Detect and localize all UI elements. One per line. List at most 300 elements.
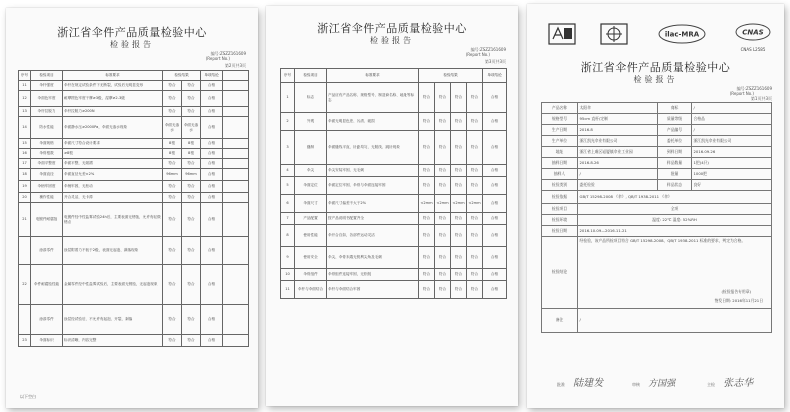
row-no: 6 [281,195,295,213]
row-no: 22 [19,265,31,305]
table-row [19,117,249,139]
row-requirement: 伞柄牢固，无松动 [63,181,163,193]
row-requirement: 金属零件经中性盐雾试验后，主要表面无锈蚀，无起泡现象 [63,265,163,305]
row-no: 18 [19,169,31,181]
report-number-en: (Report No.) [205,56,230,61]
signature-approve: 批准 陆建发 [557,378,604,389]
row-result-3: 符合 [451,177,467,195]
cal-logo [599,22,629,52]
row-requirement: 伞面缝线平直，针距均匀，无脱线、跳针现象 [327,131,419,165]
row-judgement: 合格 [201,159,223,169]
test-period-label: 检验日期 [542,226,578,237]
sampling-date-value: 2016.8.26 [578,158,658,169]
report-title: 检验报告 [633,75,678,84]
results-table [18,70,249,347]
row-no: 10 [281,269,295,281]
report-info-table [541,102,772,333]
row-result-2: <2mm [435,195,451,213]
row-remark [223,193,249,203]
row-result-2: 符合 [182,159,201,169]
row-result-1: 8根 [163,149,182,159]
table-row [281,113,507,131]
row-result-4: 符合 [467,165,483,177]
row-judgement: 合格 [201,305,223,335]
sampler-value: / [578,169,658,180]
conclusion-label: 检验结论 [542,237,578,309]
row-item: 伞杆强度 [31,81,63,91]
client-value: 浙江凯光伞业有限公司 [692,136,772,147]
row-remark [223,169,249,181]
items-value: 全项 [578,204,772,215]
row-item: 涂漆零件 [31,305,63,335]
page-count: 第3页共3页 [484,59,506,64]
table-row [281,225,507,247]
row-requirement: 伞面静水压≥2000Pa，伞面无渗水现象 [63,117,163,139]
table-row [19,81,249,91]
report-title: 检验报告 [370,36,414,45]
sampling-date-label: 抽样日期 [542,158,578,169]
address-label: 地址 [542,147,578,158]
row-result-3: 符合 [451,165,467,177]
manufacturer-label: 生产单位 [542,136,578,147]
row-no: 11 [19,81,31,91]
production-date-label: 生产日期 [542,125,578,136]
row-item: 防水性能 [31,117,63,139]
row-result-1: 符合 [163,237,182,265]
row-result-2: 96mm [182,169,201,181]
report-number: 编号:ZSZZ161609 [470,47,506,52]
row-result-2: 符合 [435,177,451,195]
row-result-1: 符合 [163,107,182,117]
row-requirement: 开合灵活，无卡滞 [63,193,163,203]
conclusion-text: 经检验，该产品所检项目符合 GB/T 15298-2008、QB/T 1938-2011 标准的要求，判定为合格。 [579,238,746,243]
report-title: 检验报告 [110,40,154,49]
row-result-4: 符合 [467,247,483,269]
row-result-1: 符合 [163,91,182,107]
row-requirement: 伞杆与伞面结合牢固 [327,281,419,299]
row-no: 2 [281,113,295,131]
row-item: 标志 [295,83,327,113]
row-result-4: 符合 [467,113,483,131]
row-judgement: 合格 [483,225,507,247]
row-judgement: 合格 [483,83,507,113]
grade-value: 合格品 [692,114,772,125]
row-item: 电镀件耐腐蚀 [31,203,63,237]
cnas-caption: CNAS L2585 [740,47,766,52]
row-requirement: 伞杆在规定试验条件下无断裂，试验后无明显变形 [63,81,163,91]
row-result-1: 伞面无渗水 [163,117,182,139]
row-judgement: 合格 [201,81,223,91]
svg-text:ilac-MRA: ilac-MRA [664,30,700,39]
sample-state-label: 样品状态 [658,180,692,191]
row-result-2: 符合 [435,131,451,165]
row-requirement: 按产品说明书配置齐全 [327,213,419,225]
row-result-3: 符合 [451,83,467,113]
row-item: 伞面标识 [31,335,63,347]
table-row [19,237,249,265]
row-item: 使用性能 [295,225,327,247]
row-item: 涂漆零件 [31,237,63,265]
row-no: 8 [281,225,295,247]
row-remark [223,237,249,265]
org-title: 浙江省伞件产品质量检验中心 [317,22,467,35]
report-number-en: (Report No.) [729,91,754,96]
row-result-2: 符合 [435,213,451,225]
batch-value: 1000把 [692,169,772,180]
table-row [19,335,249,347]
remark-value: / [578,309,772,333]
row-item: 操作性能 [31,193,63,203]
row-requirement: 伞尖安装牢固，无毛刺 [327,165,419,177]
row-judgement: 合格 [483,177,507,195]
row-item: 伞柄牢固度 [31,181,63,193]
row-remark [223,149,249,159]
address-value: 浙江省上虞区崧厦镇伞业工业园 [578,147,658,158]
row-result-2: 伞面无渗水 [182,117,201,139]
row-result-2: 符合 [182,181,201,193]
row-no: 23 [19,335,31,347]
row-judgement: 合格 [483,195,507,213]
table-row [281,165,507,177]
row-result-2: 符合 [182,91,201,107]
report-number-en: (Report No.) [465,52,490,57]
report-page-2 [6,8,258,408]
environment-value: 温度: 22℃ 湿度: 52%RH [578,215,772,226]
row-result-1: 符合 [163,265,182,305]
row-no: 16 [19,149,31,159]
row-judgement: 合格 [483,247,507,269]
row-item: 伞杆与伞面结合 [295,281,327,299]
table-row [281,247,507,269]
cnas-logo [733,22,773,52]
table-row [281,177,507,195]
header-result: 检验结果 [419,69,483,83]
row-judgement: 合格 [201,139,223,149]
row-result-2: 符合 [182,305,201,335]
row-result-2: 符合 [435,225,451,247]
row-item: 伞件耐腐蚀性能 [31,265,63,305]
manufacturer-value: 浙江凯光伞业有限公司 [578,136,658,147]
row-judgement: 合格 [483,269,507,281]
ilac-mra-logo [657,22,707,52]
header-requirement: 标准要求 [63,71,163,81]
row-item: 使用安全 [295,247,327,269]
row-result-4: 符合 [467,269,483,281]
table-row [19,91,249,107]
row-result-2: 符合 [182,203,201,237]
row-result-1: 符合 [419,225,435,247]
page-count: 第1页共3页 [750,96,772,101]
signature-tester: 主检 张志华 [707,378,754,389]
row-result-1: 符合 [419,177,435,195]
grade-label: 质量等级 [658,114,692,125]
row-no: 13 [19,107,31,117]
row-result-1: 符合 [163,81,182,91]
row-result-2: 8根 [182,139,201,149]
header-no: 序号 [281,69,295,83]
row-item: 伞面平整度 [31,159,63,169]
row-result-4: 符合 [467,281,483,299]
row-item: 伞面规格 [31,139,63,149]
row-requirement: 伞尖、伞骨末端无锐利尖角及毛刺 [327,247,419,269]
row-item: 伞杆拉脱力 [31,107,63,117]
sample-qty-label: 样品数量 [658,158,692,169]
standard-label: 检验依据 [542,191,578,204]
org-title: 浙江省伞件产品质量检验中心 [57,26,207,39]
row-result-1: 符合 [163,181,182,193]
cma-logo [547,22,577,52]
row-requirement: 伞面无明显色差、污渍、破损 [327,113,419,131]
row-judgement: 合格 [483,213,507,225]
accreditation-logos [537,22,777,52]
table-row [19,193,249,203]
standard-value: GB/T 15298-2008 《伞》, QB/T 1938-2011 《伞》 [578,191,772,204]
serial-value: / [692,125,772,136]
issue-date: 签发日期: 2016年11月21日 [714,297,763,303]
row-remark [223,107,249,117]
row-result-4: <2mm [467,195,483,213]
row-result-1: 符合 [419,269,435,281]
product-name-label: 产品名称 [542,103,578,114]
row-judgement: 合格 [201,335,223,347]
row-result-2: 符合 [435,165,451,177]
row-result-2: 符合 [182,107,201,117]
header-item: 检验项目 [295,69,327,83]
table-row [281,269,507,281]
header-judgement: 单项结论 [201,71,223,81]
trademark-label: 商标 [658,103,692,114]
row-judgement: 合格 [483,165,507,177]
row-result-1: 符合 [163,193,182,203]
row-no: 17 [19,159,31,169]
row-result-2: 符合 [182,193,201,203]
signature-review: 审核 方国强 [632,379,676,389]
table-row [281,131,507,165]
sample-state-value: 良好 [692,180,772,191]
row-judgement: 合格 [201,237,223,265]
row-result-3: 符合 [451,247,467,269]
header-no: 序号 [19,71,31,81]
table-row [19,107,249,117]
svg-text:CNAS: CNAS [742,28,764,37]
report-number: 编号:ZSZZ161609 [736,86,772,91]
table-row [281,195,507,213]
client-label: 委托单位 [658,136,692,147]
product-name-value: 太阳伞 [578,103,658,114]
sample-qty-value: 1把(4只) [692,158,772,169]
row-remark [223,335,249,347]
row-judgement: 合格 [483,113,507,131]
table-row [19,181,249,193]
row-item: 伞面直径 [31,169,63,181]
items-label: 检验项目 [542,204,578,215]
row-result-1: 符合 [419,213,435,225]
row-remark [223,139,249,149]
row-item: 伞面尺寸 [295,195,327,213]
row-requirement: 伞面直径允差±2% [63,169,163,181]
header-judgement: 单项结论 [483,69,507,83]
received-date-value: 2016.09.26 [692,147,772,158]
trademark-value: / [692,103,772,114]
row-no: 7 [281,213,295,225]
row-item: 伞骨组件 [295,269,327,281]
row-judgement: 合格 [201,107,223,117]
row-no: 1 [281,83,295,113]
row-no [19,237,31,265]
table-row [19,203,249,237]
header-result: 检验结果 [163,71,201,81]
row-judgement: 合格 [201,149,223,159]
row-result-2: 符合 [182,265,201,305]
row-result-2: 符合 [435,83,451,113]
header-remark [223,71,249,81]
row-no: 20 [19,193,31,203]
row-requirement: 标识清晰，内容完整 [63,335,163,347]
row-remark [223,159,249,169]
row-result-1: 96mm [163,169,182,181]
row-result-2: 符合 [182,237,201,265]
table-row [281,83,507,113]
conclusion-cell [578,237,772,309]
report-page-3 [266,6,518,406]
row-result-2: 8根 [182,149,201,159]
row-result-4: 符合 [467,213,483,225]
table-row [19,265,249,305]
row-result-3: 符合 [451,225,467,247]
row-result-4: 符合 [467,177,483,195]
row-item: 产品配置 [295,213,327,225]
test-period-value: 2016.10.09—2016.11.21 [578,226,772,237]
sampler-label: 抽样人 [542,169,578,180]
row-requirement: 电镀件经中性盐雾试验24h后，主要表面无锈蚀，允许有轻微锈点 [63,203,163,237]
row-result-1: 符合 [419,247,435,269]
row-no: 11 [281,281,295,299]
row-judgement: 合格 [201,91,223,107]
row-judgement: 合格 [201,265,223,305]
table-row [19,305,249,335]
row-result-2: 符合 [435,281,451,299]
row-judgement: 合格 [201,169,223,181]
row-result-1: 符合 [163,335,182,347]
row-requirement: 伞面定位牢固，伞骨与伞面连接牢固 [327,177,419,195]
row-requirement: 伞杆拉脱力≥200N [63,107,163,117]
row-remark [223,305,249,335]
row-judgement: 合格 [201,117,223,139]
org-title: 浙江省伞件产品质量检验中心 [580,61,731,74]
page-count: 第2页共3页 [224,63,246,68]
row-item: 缝制 [295,131,327,165]
row-requirement: 涂层附着力不低于2级，表面无起泡、剥落现象 [63,237,163,265]
row-requirement: 耐摩擦色牢度干摩≥3级，湿摩≥2-3级 [63,91,163,107]
row-no: 15 [19,139,31,149]
row-no: 14 [19,117,31,139]
row-item: 伞面色牢度 [31,91,63,107]
row-remark [223,117,249,139]
row-result-4: 符合 [467,83,483,113]
serial-label: 产品编号 [658,125,692,136]
row-no [19,305,31,335]
row-judgement: 合格 [201,203,223,237]
row-result-2: 符合 [435,113,451,131]
row-result-1: 符合 [419,281,435,299]
row-no: 4 [281,165,295,177]
results-table [280,68,507,299]
model-value: 95cm 直杆/定制 [578,114,658,125]
environment-label: 检验环境 [542,215,578,226]
row-requirement: 涂层经试验后，不允许有起泡、开裂、剥落 [63,305,163,335]
table-row [19,159,249,169]
table-row [19,139,249,149]
table-row [281,213,507,225]
row-requirement: ≥8根 [63,149,163,159]
conclusion-stamp: (检验报告专用章) [721,288,751,294]
row-result-1: <2mm [419,195,435,213]
model-label: 规格型号 [542,114,578,125]
row-judgement: 合格 [483,131,507,165]
row-no: 21 [19,203,31,237]
row-no: 9 [281,247,295,269]
report-number: 编号:ZSZZ161609 [210,51,246,56]
row-result-1: 符合 [163,203,182,237]
row-item: 伞骨根数 [31,149,63,159]
batch-label: 批量 [658,169,692,180]
row-requirement: 伞骨组件连接牢固，无松脱 [327,269,419,281]
row-result-3: 符合 [451,113,467,131]
row-item: 伞面定位 [295,177,327,195]
row-result-2: 符合 [435,269,451,281]
received-date-label: 到样日期 [658,147,692,158]
row-requirement: 伞开合自如，各部件运动灵活 [327,225,419,247]
table-row [19,169,249,181]
row-result-1: 符合 [419,83,435,113]
row-result-1: 符合 [163,159,182,169]
row-result-3: 符合 [451,131,467,165]
row-result-2: 符合 [182,81,201,91]
row-remark [223,91,249,107]
row-remark [223,181,249,193]
header-requirement: 标准要求 [327,69,419,83]
row-remark [223,265,249,305]
table-row [19,149,249,159]
row-item: 外观 [295,113,327,131]
row-judgement: 合格 [483,281,507,299]
table-row [281,281,507,299]
header-item: 检验项目 [31,71,63,81]
row-result-1: 8根 [163,139,182,149]
row-result-1: 符合 [419,165,435,177]
row-no: 3 [281,131,295,165]
row-result-1: 符合 [419,131,435,165]
row-result-3: <2mm [451,195,467,213]
production-date-value: 2016.8 [578,125,658,136]
row-requirement: 伞面平整，无皱褶 [63,159,163,169]
row-result-3: 符合 [451,269,467,281]
report-cover-page [527,4,784,408]
row-item: 伞尖 [295,165,327,177]
row-result-4: 符合 [467,131,483,165]
test-category-label: 检验类别 [542,180,578,191]
row-remark [223,203,249,237]
row-judgement: 合格 [201,181,223,193]
row-requirement: 伞面尺寸偏差不大于2% [327,195,419,213]
row-no: 19 [19,181,31,193]
row-requirement: 伞面尺寸符合设计要求 [63,139,163,149]
row-requirement: 产品应有产品名称、规格型号、制造商名称、地址等标志 [327,83,419,113]
row-result-2: 符合 [435,247,451,269]
row-no: 12 [19,91,31,107]
row-result-4: 符合 [467,225,483,247]
blank-note: 以下空白 [20,394,36,399]
